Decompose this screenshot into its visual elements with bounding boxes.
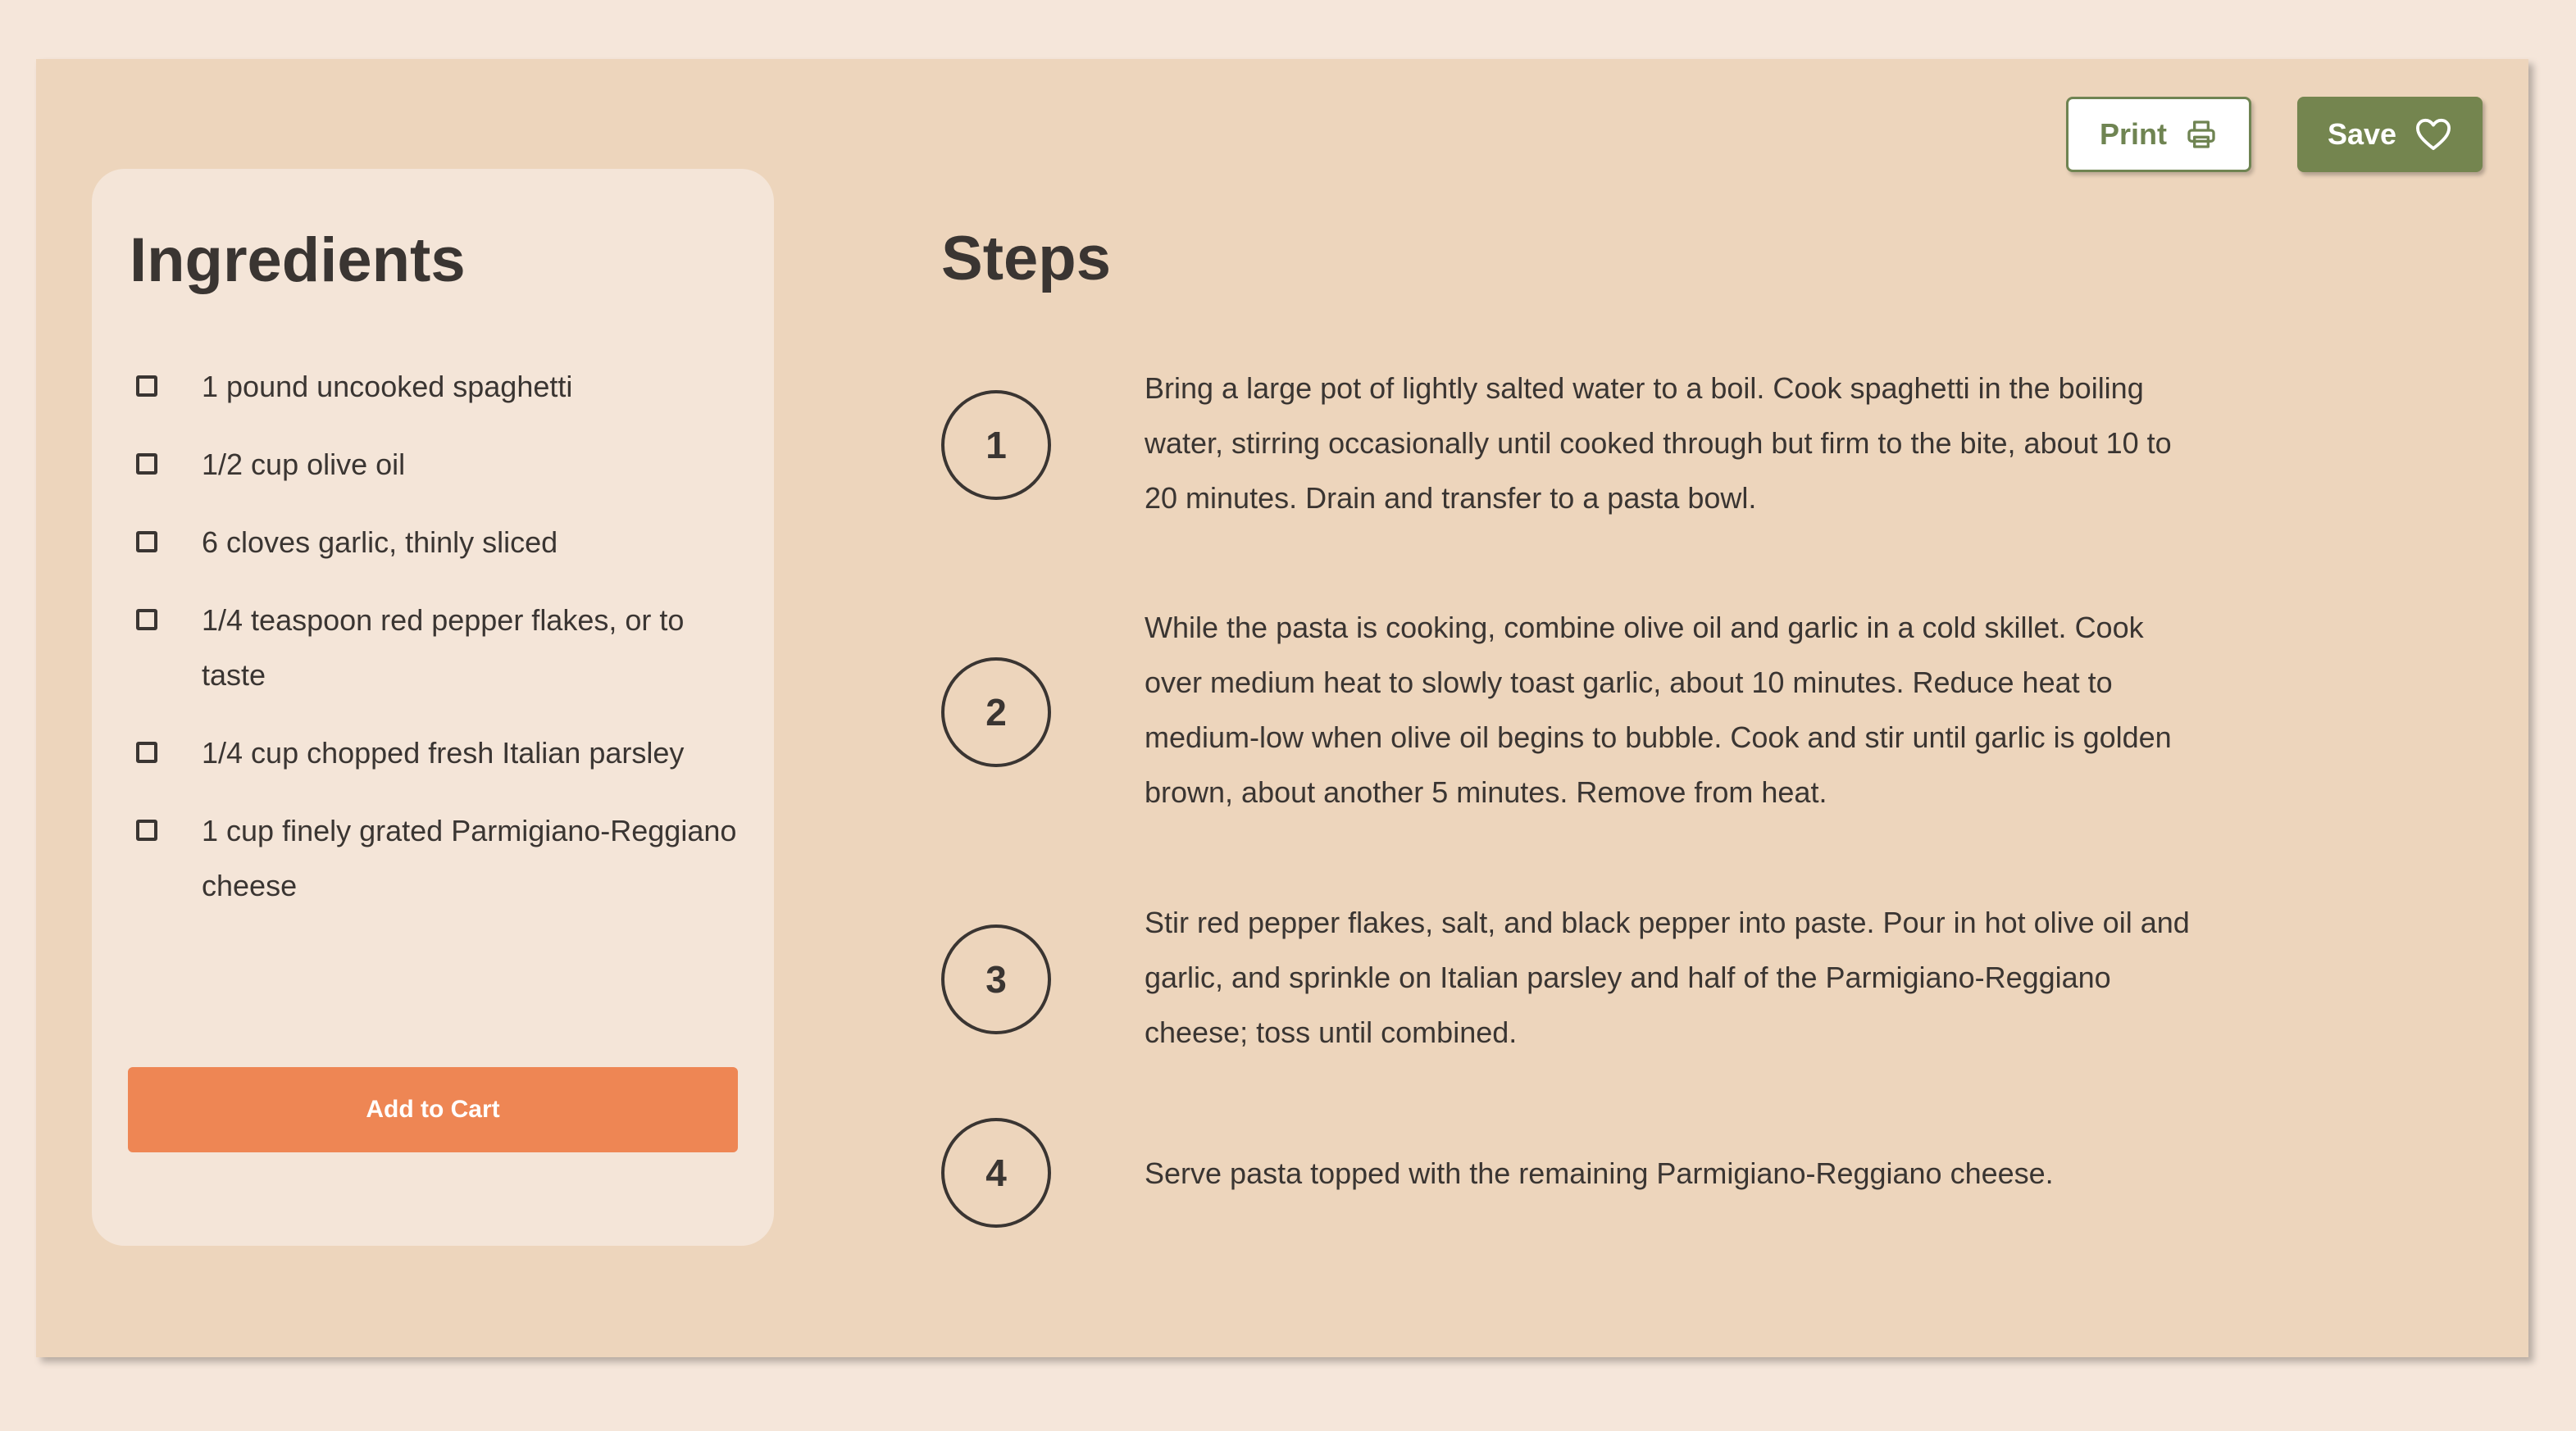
ingredient-checkbox[interactable] [136, 453, 157, 475]
step-number-3: 3 [941, 924, 1051, 1034]
ingredient-item [136, 520, 743, 570]
print-button[interactable] [2066, 97, 2251, 172]
step-text-4: Serve pasta topped with the remaining Parmigiano-Reggiano cheese. [1145, 1156, 2054, 1190]
ingredient-item [136, 597, 743, 702]
steps-title: Steps [941, 224, 1111, 293]
add-to-cart-button[interactable]: Add to Cart [128, 1067, 738, 1152]
printer-icon [2185, 118, 2218, 151]
ingredient-checkbox[interactable] [136, 609, 157, 630]
ingredients-list [136, 364, 743, 941]
ingredient-checkbox[interactable] [136, 531, 157, 552]
ingredient-label: 1 cup finely grated Parmigiano-Reggiano cheese [202, 814, 737, 902]
ingredient-label: 1/4 teaspoon red pepper flakes, or to taste [202, 603, 685, 692]
step-text-1: Bring a large pot of lightly salted water to a boil. Cook spaghetti in the boiling water, stirring occasionally until cooked through but firm to the bite, about 10 to 20 minutes. Drain and transfer to a pasta bowl. [1145, 371, 2172, 515]
ingredient-item [136, 442, 743, 492]
step-number-1: 1 [941, 390, 1051, 500]
recipe-card [36, 59, 2528, 1357]
ingredients-panel [92, 169, 774, 1246]
save-button-label: Save [2327, 117, 2397, 151]
heart-icon [2414, 117, 2452, 152]
ingredient-label: 1/4 cup chopped fresh Italian parsley [202, 736, 685, 770]
ingredient-item [136, 730, 743, 780]
step-number-2: 2 [941, 657, 1051, 767]
ingredients-title: Ingredients [130, 225, 466, 295]
ingredient-checkbox[interactable] [136, 375, 157, 397]
step-number-4: 4 [941, 1118, 1051, 1228]
ingredient-checkbox[interactable] [136, 742, 157, 763]
ingredient-item [136, 364, 743, 414]
step-text-3: Stir red pepper flakes, salt, and black pepper into paste. Pour in hot olive oil and garlic, and sprinkle on Italian parsley and half of the Parmigiano-Reggiano cheese; toss until combined. [1145, 906, 2190, 1049]
step-text-2: While the pasta is cooking, combine olive oil and garlic in a cold skillet. Cook over medium heat to slowly toast garlic, about 10 minutes. Reduce heat to medium-low when olive oil begins to bubble. Cook and stir until garlic is golden brown, about another 5 minutes. Remove from heat. [1145, 611, 2172, 809]
ingredient-item [136, 808, 743, 913]
ingredient-label: 1/2 cup olive oil [202, 447, 406, 481]
ingredient-label: 6 cloves garlic, thinly sliced [202, 525, 558, 559]
action-bar [2066, 97, 2483, 172]
ingredient-checkbox[interactable] [136, 820, 157, 841]
save-button[interactable] [2297, 97, 2483, 172]
ingredient-label: 1 pound uncooked spaghetti [202, 370, 573, 403]
print-button-label: Print [2099, 117, 2167, 151]
